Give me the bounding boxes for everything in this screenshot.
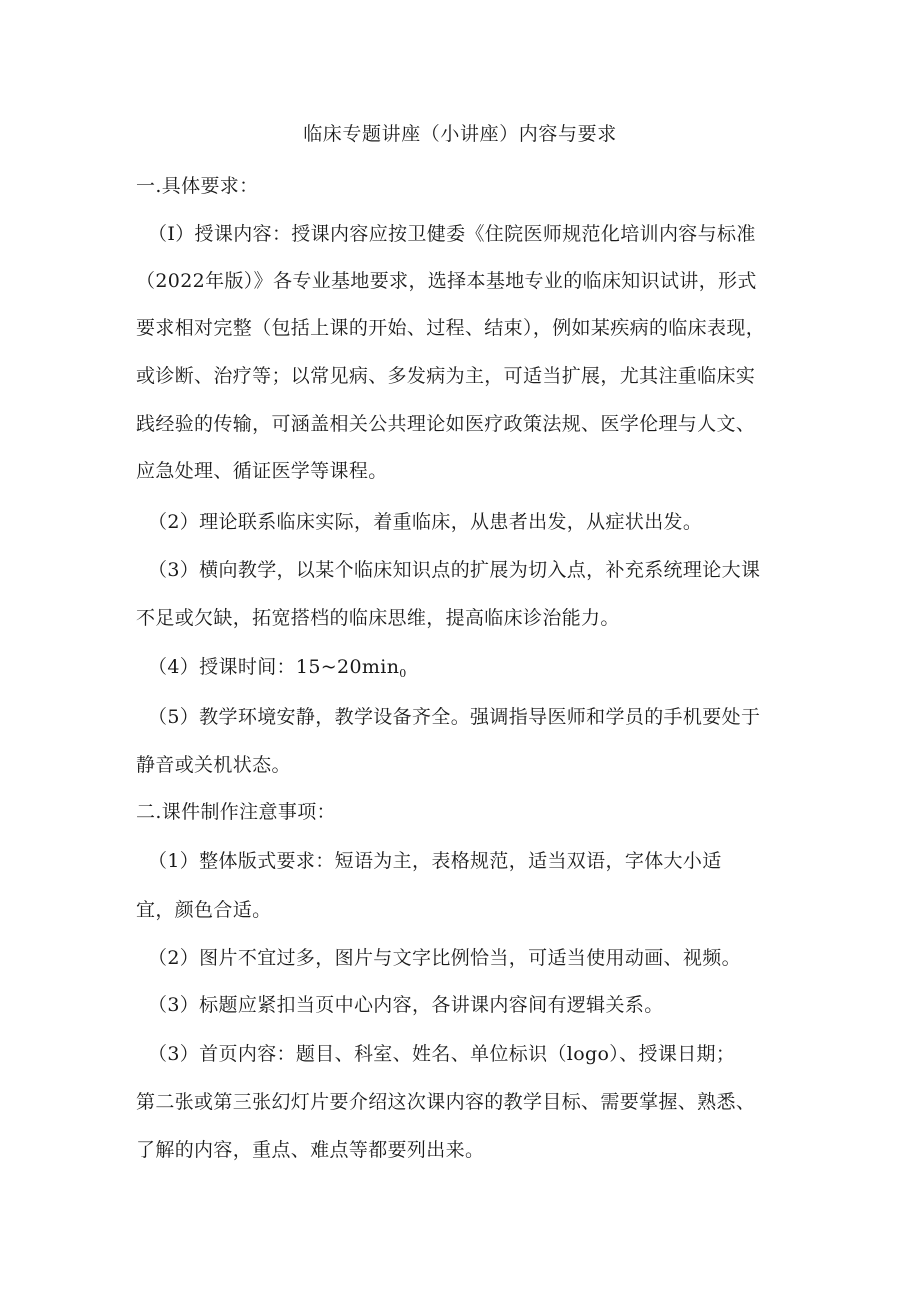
paragraph-line: 应急处理、循证医学等课程。 [136, 460, 388, 482]
paragraph-line: （3）横向教学，以某个临床知识点的扩展为切入点，补充系统理论大课 [148, 559, 761, 581]
paragraph-line: 不足或欠缺，拓宽搭档的临床思维，提高临床诊治能力。 [136, 607, 620, 629]
paragraph-line: （2）理论联系临床实际，着重临床，从患者出发，从症状出发。 [148, 511, 703, 533]
paragraph-line: 第二张或第三张幻灯片要介绍这次课内容的教学目标、需要掌握、熟悉、 [136, 1091, 756, 1113]
paragraph-line [148, 655, 406, 686]
paragraph-line: 或诊断、治疗等；以常见病、多发病为主，可适当扩展，尤其注重临床实 [136, 365, 756, 387]
time-text: （4）授课时间：15~20min [148, 656, 400, 678]
paragraph-line: （5）教学环境安静，教学设备齐全。强调指导医师和学员的手机要处于 [148, 706, 761, 728]
paragraph-line: （3）标题应紧扣当页中心内容，各讲课内容间有逻辑关系。 [148, 994, 664, 1016]
paragraph-line: （3）首页内容：题目、科室、姓名、单位标识（logo）、授课日期； [148, 1043, 736, 1065]
subscript-text: 0 [399, 667, 407, 680]
page-title: 临床专题讲座（小讲座）内容与要求 [303, 123, 617, 145]
section-heading-2: 二.课件制作注意事项： [136, 801, 336, 823]
paragraph-line: （2022年版）》各专业基地要求，选择本基地专业的临床知识试讲，形式 [136, 270, 757, 292]
paragraph-line: （1）整体版式要求：短语为主，表格规范，适当双语，字体大小适 [148, 850, 722, 872]
paragraph-line: 静音或关机状态。 [136, 754, 291, 776]
paragraph-line: （I）授课内容：授课内容应按卫健委《住院医师规范化培训内容与标准 [148, 223, 756, 245]
paragraph-line: 要求相对完整（包括上课的开始、过程、结束），例如某疾病的临床表现， [136, 317, 766, 339]
paragraph-line: 宜，颜色合适。 [136, 899, 272, 921]
paragraph-line: 了解的内容，重点、难点等都要列出来。 [136, 1139, 485, 1161]
paragraph-line: （2）图片不宜过多，图片与文字比例恰当，可适当使用动画、视频。 [148, 947, 741, 969]
paragraph-line: 践经验的传输，可涵盖相关公共理论如医疗政策法规、医学伦理与人文、 [136, 413, 756, 435]
section-heading-1: 一.具体要求： [136, 175, 259, 197]
